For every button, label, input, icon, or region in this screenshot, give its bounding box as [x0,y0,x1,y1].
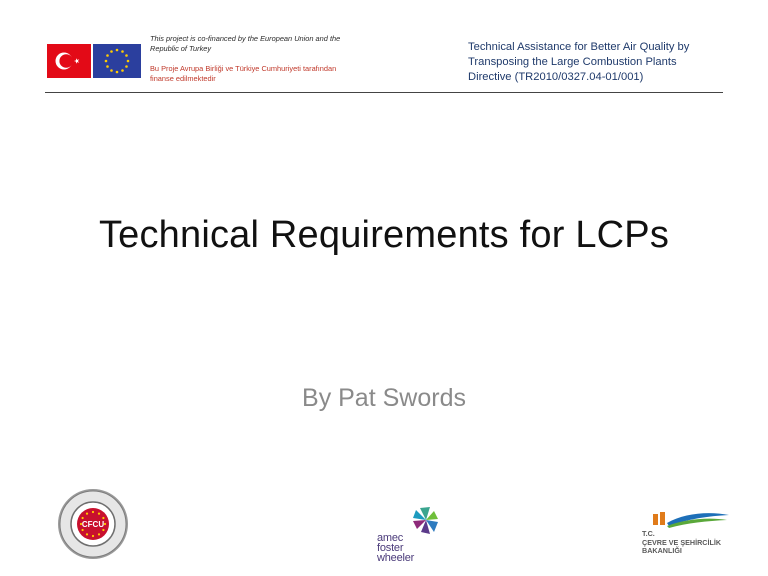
project-title [468,40,738,85]
ministry-name [642,530,742,556]
slide-title: Technical Requirements for LCPs [98,214,670,256]
cofinance-statement-en: This project is co-financed by the European Union and the Republic of Turkey [150,34,341,53]
ministry-name-line: T.C. [642,529,655,538]
cfcu-seal-logo [57,488,129,560]
slide-subtitle: By Pat Swords [302,384,466,412]
amec-wordmark-line: foster [377,542,404,554]
turkey-flag-icon [47,44,91,78]
amec-wordmark-line: amec [377,532,404,544]
amec-foster-wheeler-wordmark [377,533,427,563]
ministry-name-line: BAKANLIĞI [642,546,682,555]
project-title-line: Transposing the Large Combustion Plants [468,56,677,68]
project-title-line: Technical Assistance for Better Air Quality by [468,41,690,53]
cfcu-seal-text: CFCU [81,520,105,529]
cofinance-statement-tr: Bu Proje Avrupa Birliği ve Türkiye Cumhuriyeti tarafından finanse edilmektedir [150,64,337,83]
eu-flag-icon [93,44,141,78]
ministry-name-line: ÇEVRE VE ŞEHİRCİLİK [642,537,722,547]
amec-wordmark-line: wheeler [377,552,415,564]
header-divider [45,92,723,93]
project-title-line: Directive (TR2010/0327.04-01/001) [468,71,644,83]
